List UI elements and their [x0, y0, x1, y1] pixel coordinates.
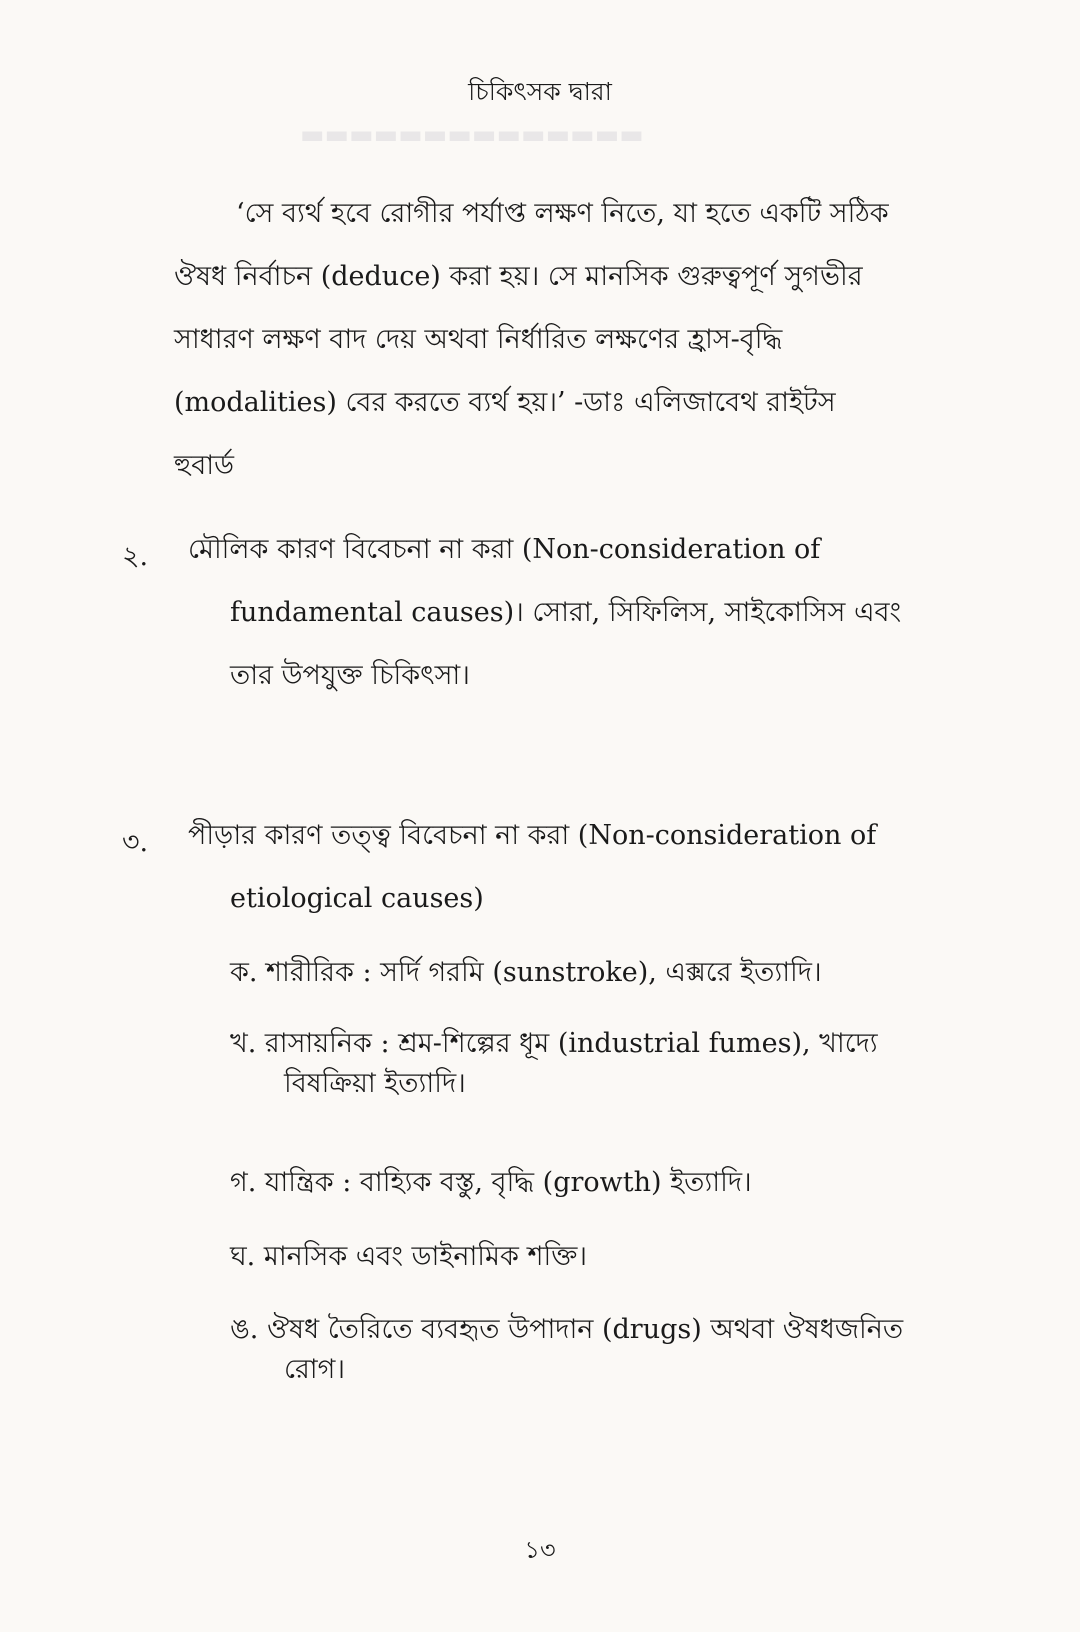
item-line: তার উপযুক্ত চিকিৎসা।: [230, 660, 470, 691]
quote-line: হুবার্ড: [174, 450, 234, 481]
page-number: ১৩: [524, 1536, 556, 1564]
subitem: [230, 1310, 966, 1390]
subitem: [230, 1024, 966, 1104]
subitem-line: খ. রাসায়নিক : শ্রম-শিল্পের ধূম (industrial fumes), খাদ্যে: [230, 1028, 878, 1059]
quote-line: সাধারণ লক্ষণ বাদ দেয় অথবা নির্ধারিত লক্ষণের হ্রাস-বৃদ্ধি: [174, 324, 783, 355]
quote-paragraph: [174, 182, 966, 497]
subitem-line: রোগ।: [284, 1354, 345, 1385]
item-line: etiological causes): [230, 883, 484, 914]
item-number: ২.: [122, 541, 149, 572]
running-header: চিকিৎসক দ্বারা: [468, 77, 612, 106]
item-line: পীড়ার কারণ তত্ত্ব বিবেচনা না করা (Non-consideration of: [188, 820, 877, 851]
subitem: গ. যান্ত্রিক : বাহ্যিক বস্তু, বৃদ্ধি (growth) ইত্যাদি।: [230, 1167, 752, 1198]
bleed-through: ▬▬▬▬▬▬▬▬▬▬▬▬▬▬: [300, 120, 644, 150]
item-text: [188, 518, 966, 707]
subitem: ঘ. মানসিক এবং ডাইনামিক শক্তি।: [230, 1241, 588, 1272]
subitem-line: বিষক্রিয়া ইত্যাদি।: [284, 1068, 466, 1099]
quote-line: ‘সে ব্যর্থ হবে রোগীর পর্যাপ্ত লক্ষণ নিতে, যা হতে একটি সঠিক: [236, 198, 889, 229]
subitem: ক. শারীরিক : সর্দি গরমি (sunstroke), এক্সরে ইত্যাদি।: [230, 957, 822, 988]
item-line: fundamental causes)। সোরা, সিফিলিস, সাইকোসিস এবং: [230, 597, 902, 628]
item-number: ৩.: [122, 827, 149, 858]
item-line: মৌলিক কারণ বিবেচনা না করা (Non-consideration of: [188, 534, 821, 565]
subitem-line: ঙ. ঔষধ তৈরিতে ব্যবহৃত উপাদান (drugs) অথবা ঔষধজনিত: [230, 1314, 904, 1345]
item-text: [188, 804, 966, 930]
quote-line: ঔষধ নির্বাচন (deduce) করা হয়। সে মানসিক গুরুত্বপূর্ণ সুগভীর: [174, 261, 863, 292]
quote-line: (modalities) বের করতে ব্যর্থ হয়।’ -ডাঃ এলিজাবেথ রাইটস: [174, 387, 836, 418]
